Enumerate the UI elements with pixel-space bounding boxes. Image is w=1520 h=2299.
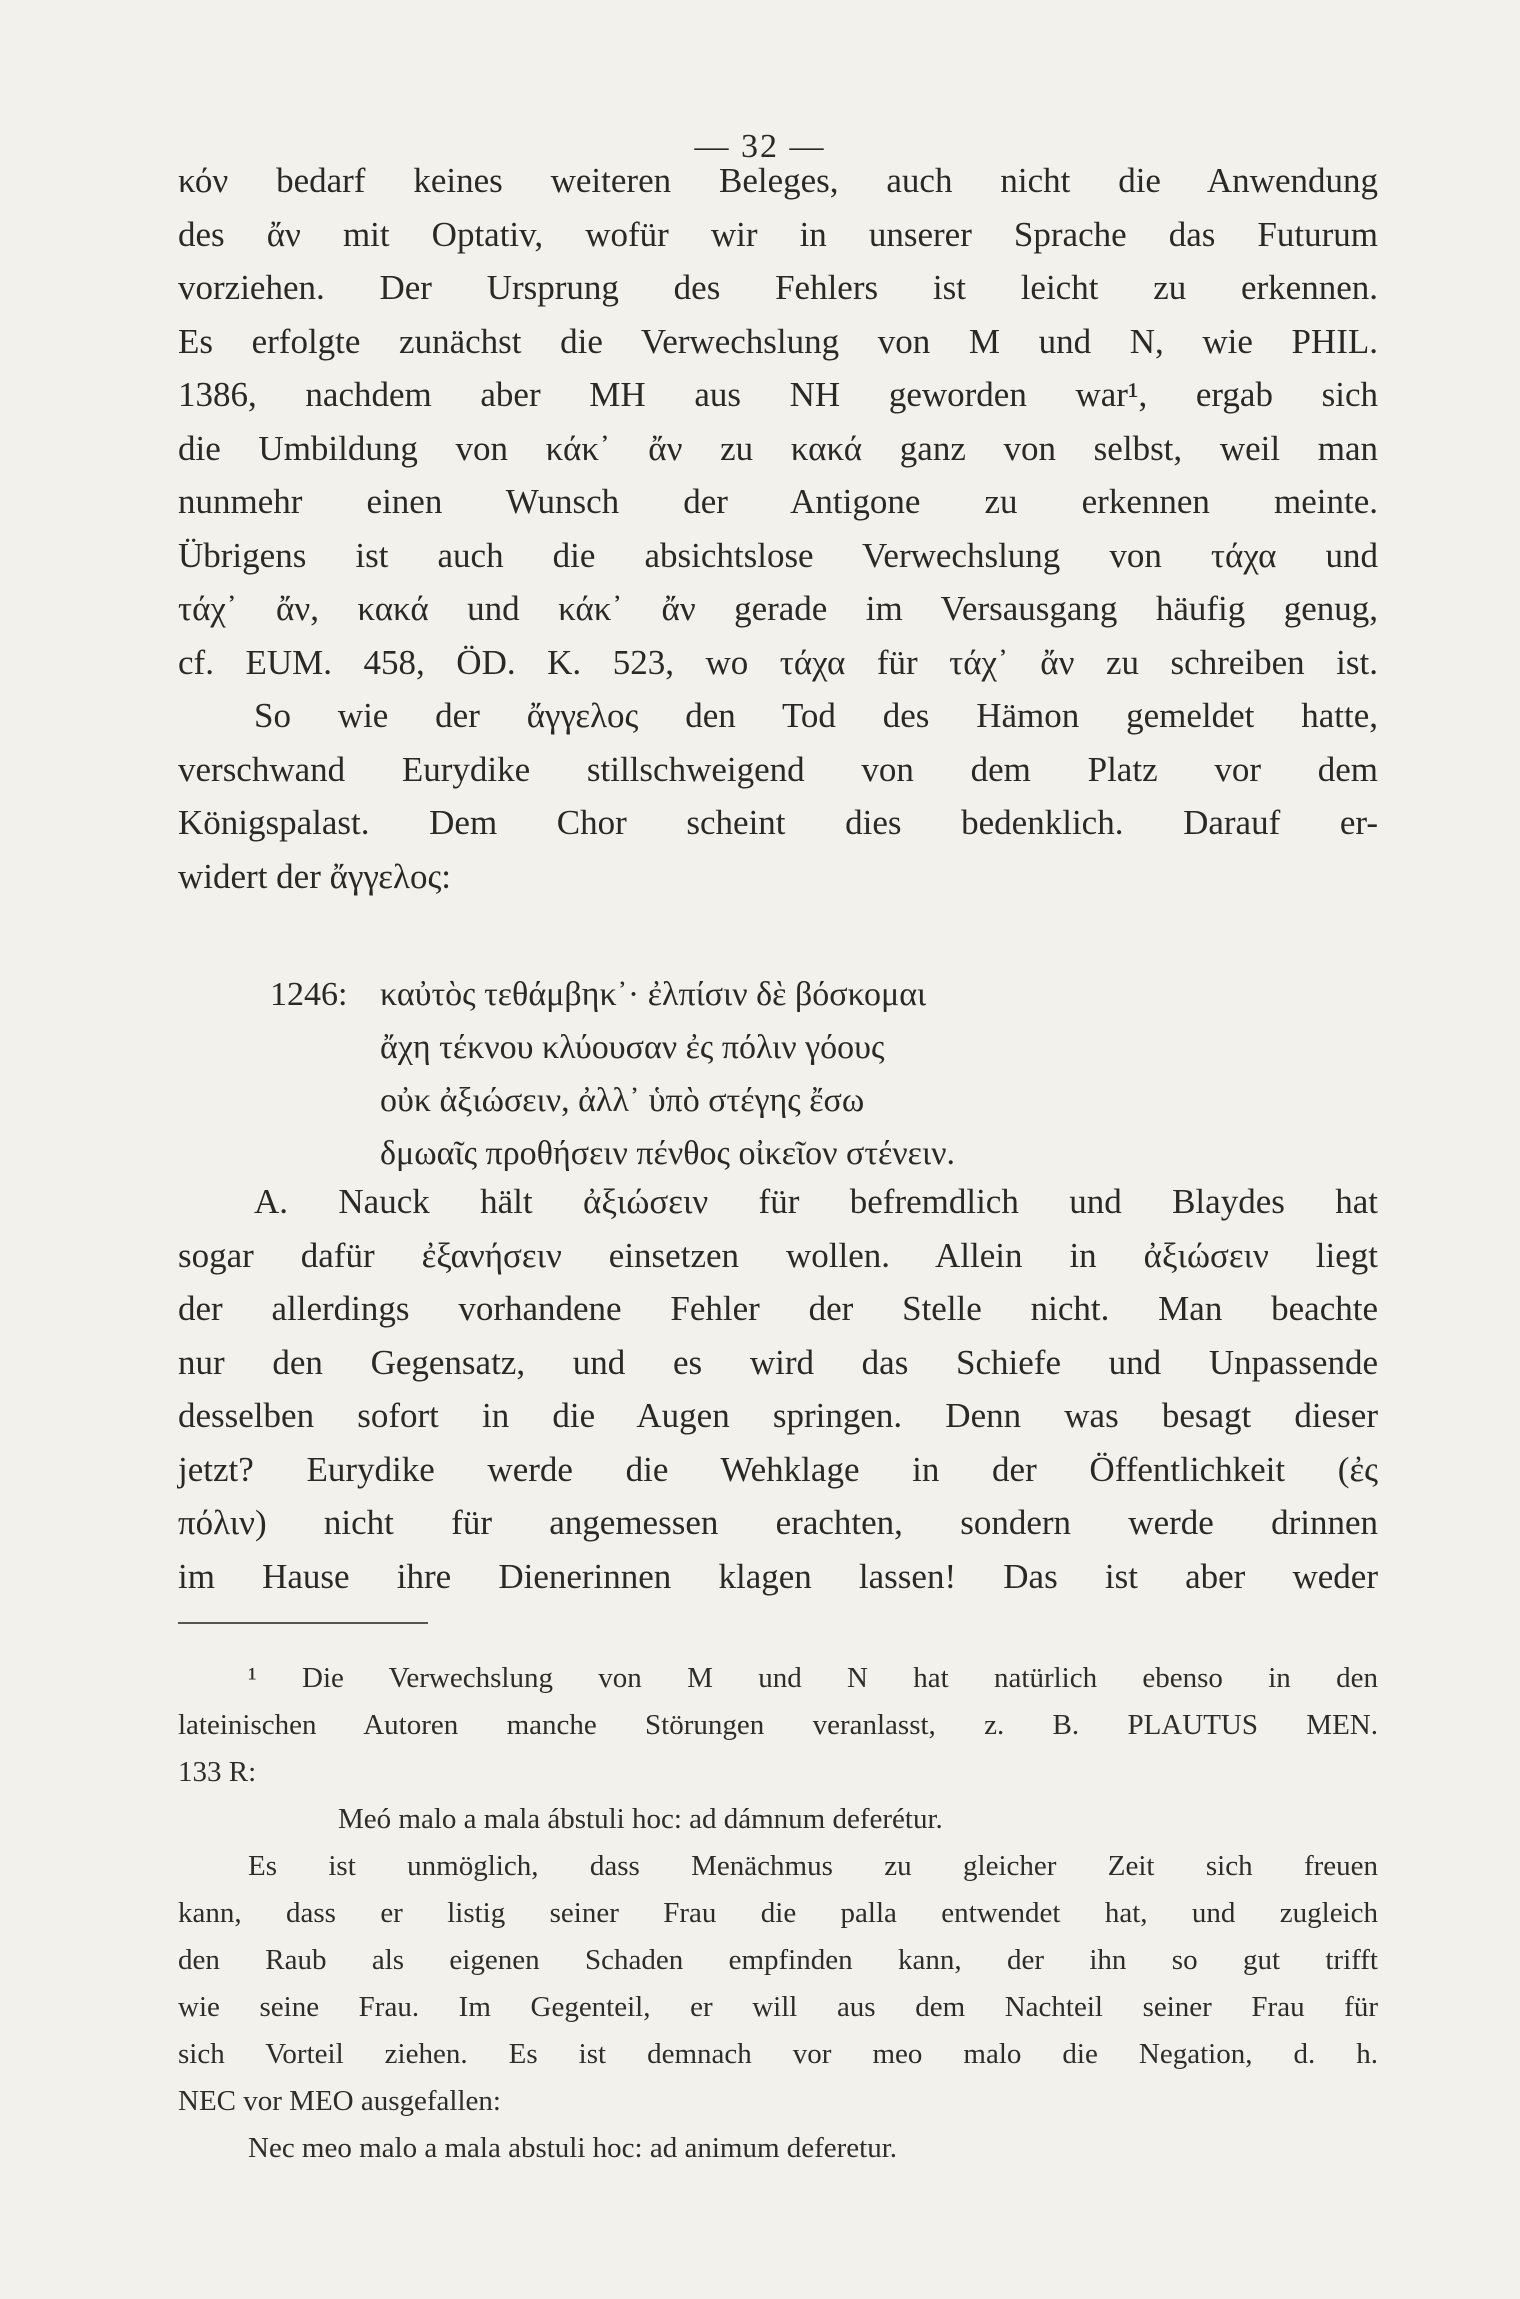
body-line: nunmehr einen Wunsch der Antigone zu erkennen meinte. [178,482,1378,521]
body-line: τάχ᾽ ἄν, κακά und κάκ᾽ ἄν gerade im Versausgang häufig genug, [178,589,1378,628]
page-number: — 32 — [694,128,826,165]
footnote-line: kann, dass er listig seiner Frau die palla entwendet hat, und zugleich [178,1897,1378,1929]
footnote-line: NEC vor MEO ausgefallen: [178,2085,501,2117]
body-line: der allerdings vorhandene Fehler der Stelle nicht. Man beachte [178,1289,1378,1328]
footnote-divider [178,1622,428,1624]
footnote-line: ¹ Die Verwechslung von M und N hat natürlich ebenso in den [248,1662,1378,1694]
verse-number: 1246: [270,976,348,1013]
body-line: des ἄν mit Optativ, wofür wir in unserer Sprache das Futurum [178,214,1378,254]
footnote-quote: Nec meo malo a mala abstuli hoc: ad animum deferetur. [248,2132,898,2164]
body-line: 1386, nachdem aber MH aus NH geworden war¹, ergab sich [178,375,1378,414]
body-line: jetzt? Eurydike werde die Wehklage in der Öffentlichkeit (ἐς [178,1449,1378,1489]
body-line: Übrigens ist auch die absichtslose Verwechslung von τάχα und [178,535,1378,575]
verse-line: καὐτὸς τεθάμβηκ᾽· ἐλπίσιν δὲ βόσκομαι [380,976,927,1013]
body-line: vorziehen. Der Ursprung des Fehlers ist leicht zu erkennen. [178,268,1378,307]
footnote-line: lateinischen Autoren manche Störungen veranlasst, z. B. PLAUTUS MEN. [178,1709,1378,1741]
verse-line: ἄχη τέκνου κλύουσαν ἐς πόλιν γόους [380,1029,885,1066]
body-line: sogar dafür ἐξανήσειν einsetzen wollen. Allein in ἀξιώσειν liegt [178,1235,1378,1275]
body-text-bottom [178,1175,1378,1603]
footnote-line: Es ist unmöglich, dass Menächmus zu gleicher Zeit sich freuen [248,1850,1378,1882]
body-line: κόν bedarf keines weiteren Beleges, auch nicht die Anwendung [178,161,1378,200]
body-line: im Hause ihre Dienerinnen klagen lassen! Das ist aber weder [178,1556,1378,1596]
footnote-line: den Raub als eigenen Schaden empfinden kann, der ihn so gut trifft [178,1944,1378,1976]
footnote-quote: Meó malo a mala ábstuli hoc: ad dámnum deferétur. [338,1803,943,1835]
body-line: A. Nauck hält ἀξιώσειν für befremdlich und Blaydes hat [254,1182,1378,1221]
body-line: Königspalast. Dem Chor scheint dies bedenklich. Darauf er- [178,803,1378,842]
footnote-line: 133 R: [178,1756,257,1788]
body-line: πόλιν) nicht für angemessen erachten, sondern werde drinnen [178,1503,1378,1542]
body-line: verschwand Eurydike stillschweigend von dem Platz vor dem [178,749,1378,789]
body-line: cf. EUM. 458, ÖD. K. 523, wo τάχα für τάχ᾽ ἄν zu schreiben ist. [178,642,1378,682]
body-line: widert der ἄγγελος: [178,856,452,896]
verse-line: οὐκ ἀξιώσειν, ἀλλ᾽ ὑπὸ στέγης ἔσω [380,1082,865,1119]
body-line: nur den Gegensatz, und es wird das Schiefe und Unpassende [178,1342,1378,1382]
footnotes [178,1655,1378,2172]
body-line: die Umbildung von κάκ᾽ ἄν zu κακά ganz von selbst, weil man [178,428,1378,468]
body-line: desselben sofort in die Augen springen. Denn was besagt dieser [178,1396,1378,1435]
body-text-top [178,154,1378,903]
footnote-line: wie seine Frau. Im Gegenteil, er will aus dem Nachteil seiner Frau für [178,1991,1378,2023]
body-line: Es erfolgte zunächst die Verwechslung von M und N, wie PHIL. [178,321,1378,361]
body-line: So wie der ἄγγελος den Tod des Hämon gemeldet hatte, [254,696,1378,735]
greek-verse-quote [270,968,1270,1180]
verse-line: δμωαῖς προθήσειν πένθος οἰκεῖον στένειν. [380,1135,955,1172]
footnote-line: sich Vorteil ziehen. Es ist demnach vor meo malo die Negation, d. h. [178,2038,1378,2070]
